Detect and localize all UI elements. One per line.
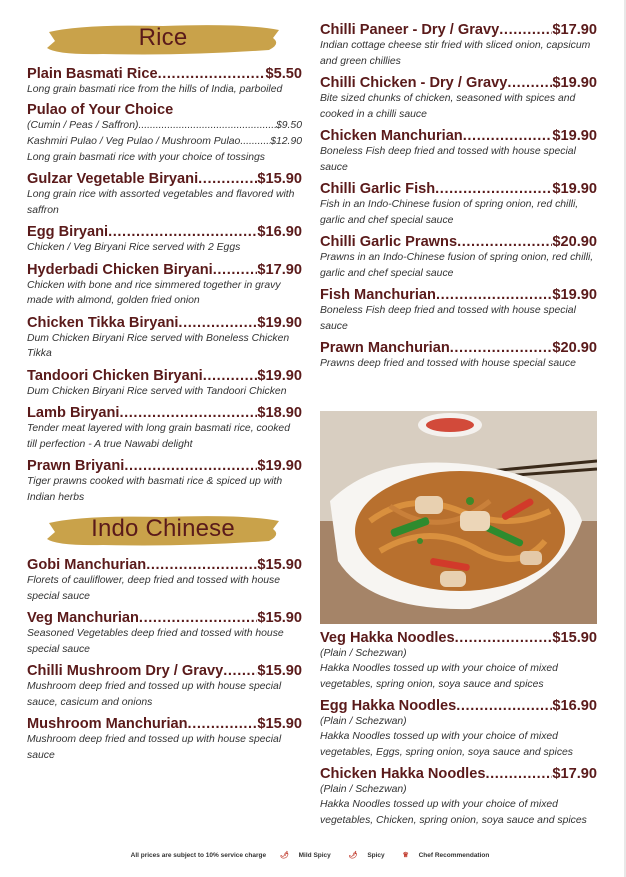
item-price: $16.90	[552, 698, 597, 714]
menu-item	[27, 368, 302, 400]
leader-dots	[435, 181, 552, 197]
leader-dots	[213, 262, 258, 278]
leader-dots	[124, 458, 257, 474]
item-description: Florets of cauliflower, deep fried and tossed with house special sauce	[27, 575, 280, 602]
leader-dots	[457, 234, 552, 250]
item-price: $17.90	[552, 22, 597, 38]
menu-item	[27, 262, 302, 309]
item-description: Tiger prawns cooked with basmati rice & spiced up with Indian herbs	[27, 476, 283, 503]
item-description: Seasoned Vegetables deep fried and tossed with house special sauce	[27, 628, 284, 655]
item-price: $15.90	[257, 557, 302, 573]
leader-dots	[456, 698, 552, 714]
menu-item	[320, 766, 597, 828]
item-name: Chilli Chicken - Dry / Gravy	[320, 75, 508, 91]
item-name: Mushroom Manchurian	[27, 716, 188, 732]
item-price: $16.90	[257, 224, 302, 240]
item-description: Dum Chicken Biryani Rice served with Tandoori Chicken	[27, 385, 287, 397]
item-description: Hakka Noodles tossed up with your choice of mixed vegetables, spring onion, soya sauce and spices	[320, 663, 558, 690]
chili-icon: 🌶	[279, 852, 289, 859]
item-price: $15.90	[257, 610, 302, 626]
item-price: $15.90	[257, 716, 302, 732]
menu-item	[320, 22, 597, 69]
leader-dots	[178, 315, 257, 331]
item-description: Dum Chicken Biryani Rice served with Boneless Chicken Tikka	[27, 332, 290, 359]
item-variant: (Plain / Schezwan)	[320, 716, 407, 727]
item-name: Chicken Tikka Biryani	[27, 314, 179, 331]
item-description: Prawns in an Indo-Chinese fusion of spring onion, red chilli, garlic and chef special sauce	[320, 252, 594, 279]
menu-item	[320, 75, 597, 122]
item-price: $20.90	[552, 234, 597, 250]
item-name: Hyderbadi Chicken Biryani	[27, 261, 213, 278]
item-name: Prawn Manchurian	[320, 340, 450, 356]
item-name: Chilli Garlic Prawns	[320, 234, 458, 250]
menu-item	[320, 234, 597, 281]
item-price: $20.90	[552, 340, 597, 356]
service-charge-note: All prices are subject to 10% service charge	[130, 852, 267, 859]
spicy-legend: 🌶 Spicy	[348, 852, 385, 859]
menu-item	[320, 698, 597, 760]
noodles-column	[320, 630, 597, 834]
item-name: Lamb Biryani	[27, 405, 120, 421]
menu-item	[320, 630, 597, 692]
item-price: $19.90	[257, 367, 302, 384]
item-name: Prawn Briyani	[27, 458, 125, 474]
right-column	[320, 22, 597, 378]
leader-dots	[119, 405, 257, 421]
item-price: $15.90	[552, 630, 597, 646]
menu-item	[320, 128, 597, 175]
item-description: Tender meat layered with long grain basmati rice, cooked till perfection - A true Nawabi delight	[27, 423, 290, 450]
item-price: $17.90	[257, 261, 302, 278]
menu-item	[27, 66, 302, 98]
item-price: $19.90	[552, 287, 597, 303]
leader-dots	[198, 171, 257, 187]
pulao-option-2: Kashmiri Pulao / Veg Pulao / Mushroom Pulao ..... $12.90	[27, 134, 302, 150]
section-title-rice: Rice	[138, 24, 188, 51]
item-name: Chicken Hakka Noodles	[320, 766, 486, 782]
leader-dots	[485, 766, 552, 782]
left-column	[27, 20, 302, 769]
item-description: Mushroom deep fried and tossed up with house special sauce, casicum and onions	[27, 681, 282, 708]
item-description: Hakka Noodles tossed up with your choice of mixed vegetables, Chicken, spring onion, soya sauce and spices	[320, 799, 587, 826]
menu-item	[27, 171, 302, 218]
footer-legend	[0, 851, 624, 859]
item-name: Chilli Paneer - Dry / Gravy	[320, 22, 500, 38]
rice-section-banner	[43, 20, 283, 58]
leader-dots	[455, 630, 553, 646]
item-description: Long grain basmati rice from the hills of India, parboiled	[27, 84, 283, 95]
menu-item	[27, 224, 302, 256]
menu-item	[27, 610, 302, 657]
item-price: $19.90	[552, 128, 597, 144]
menu-item	[320, 340, 597, 372]
item-name: Chicken Manchurian	[320, 128, 463, 144]
item-name: Gobi Manchurian	[27, 557, 147, 573]
leader-dots	[139, 610, 257, 626]
leader-dots	[146, 557, 257, 573]
indo-chinese-section-banner	[43, 511, 283, 549]
menu-item-pulao	[27, 102, 302, 166]
item-description: Boneless Fish deep fried and tossed with house special sauce	[320, 146, 576, 173]
item-name: Gulzar Vegetable Biryani	[27, 171, 199, 187]
leader-dots	[158, 66, 266, 82]
item-name: Veg Hakka Noodles	[320, 630, 455, 646]
menu-item	[320, 181, 597, 228]
item-price: $17.90	[552, 766, 597, 782]
item-name: Plain Basmati Rice	[27, 66, 158, 82]
leader-dots	[450, 340, 553, 356]
item-variant: (Plain / Schezwan)	[320, 784, 407, 795]
menu-item	[320, 287, 597, 334]
item-price: $19.90	[552, 181, 597, 197]
item-description: Chicken / Veg Biryani Rice served with 2 Eggs	[27, 242, 241, 253]
leader-dots	[223, 663, 257, 679]
section-title-indo-chinese: Indo Chinese	[91, 515, 235, 542]
chef-legend: ♕ Chef Recommendation	[402, 852, 490, 859]
item-name: Fish Manchurian	[320, 287, 436, 303]
menu-item	[27, 405, 302, 452]
leader-dots	[108, 224, 257, 240]
item-price: $19.90	[257, 314, 302, 331]
item-name: Tandoori Chicken Biryani	[27, 367, 203, 384]
chef-hat-icon: ♕	[402, 852, 409, 859]
item-description: Long grain basmati rice with your choice of tossings	[27, 151, 265, 163]
item-description: Bite sized chunks of chicken, seasoned with spices and cooked in a chilli sauce	[320, 93, 576, 120]
item-name: Chilli Mushroom Dry / Gravy	[27, 663, 224, 679]
menu-item	[27, 557, 302, 604]
leader-dots	[188, 716, 258, 732]
menu-item	[27, 663, 302, 710]
item-price: $15.90	[257, 663, 302, 679]
item-variant: (Plain / Schezwan)	[320, 648, 407, 659]
item-description: Chicken with bone and rice simmered together in gravy made with almond, golden fried onion	[27, 279, 281, 306]
item-price: $19.90	[257, 458, 302, 474]
item-description: Mushroom deep fried and tossed up with house special sauce	[27, 734, 282, 761]
menu-item	[27, 716, 302, 763]
pulao-option-1: (Cumin / Peas / Saffron) ..... $9.50	[27, 118, 302, 134]
leader-dots	[507, 75, 552, 91]
item-description: Hakka Noodles tossed up with your choice of mixed vegetables, Eggs, spring onion, soya sauce and spices	[320, 731, 573, 758]
leader-dots	[499, 22, 552, 38]
item-name: Pulao of Your Choice	[27, 101, 174, 118]
item-description: Prawns deep fried and tossed with house special sauce	[320, 358, 576, 369]
item-name: Egg Hakka Noodles	[320, 698, 457, 714]
menu-item	[27, 315, 302, 362]
item-price: $15.90	[257, 171, 302, 187]
menu-item	[27, 458, 302, 505]
mild-spicy-legend: 🌶 Mild Spicy	[279, 852, 331, 859]
leader-dots	[203, 368, 258, 384]
item-name: Egg Biryani	[27, 224, 109, 240]
item-name: Chilli Garlic Fish	[320, 181, 436, 197]
noodles-bowl-photo	[320, 411, 597, 624]
item-description: Long grain rice with assorted vegetables and flavored with saffron	[27, 189, 295, 216]
item-description: Boneless Fish deep fried and tossed with house special sauce	[320, 305, 576, 332]
double-chili-icon: 🌶	[348, 852, 358, 859]
item-price: $18.90	[257, 405, 302, 421]
item-name: Veg Manchurian	[27, 610, 139, 626]
item-description: Fish in an Indo-Chinese fusion of spring onion, red chilli, garlic and chef special sauce	[320, 199, 579, 226]
leader-dots	[436, 287, 552, 303]
item-description: Indian cottage cheese stir fried with sliced onion, capsicum and green chillies	[320, 40, 591, 67]
item-price: $5.50	[265, 66, 302, 82]
item-price: $19.90	[552, 75, 597, 91]
leader-dots	[463, 128, 553, 144]
